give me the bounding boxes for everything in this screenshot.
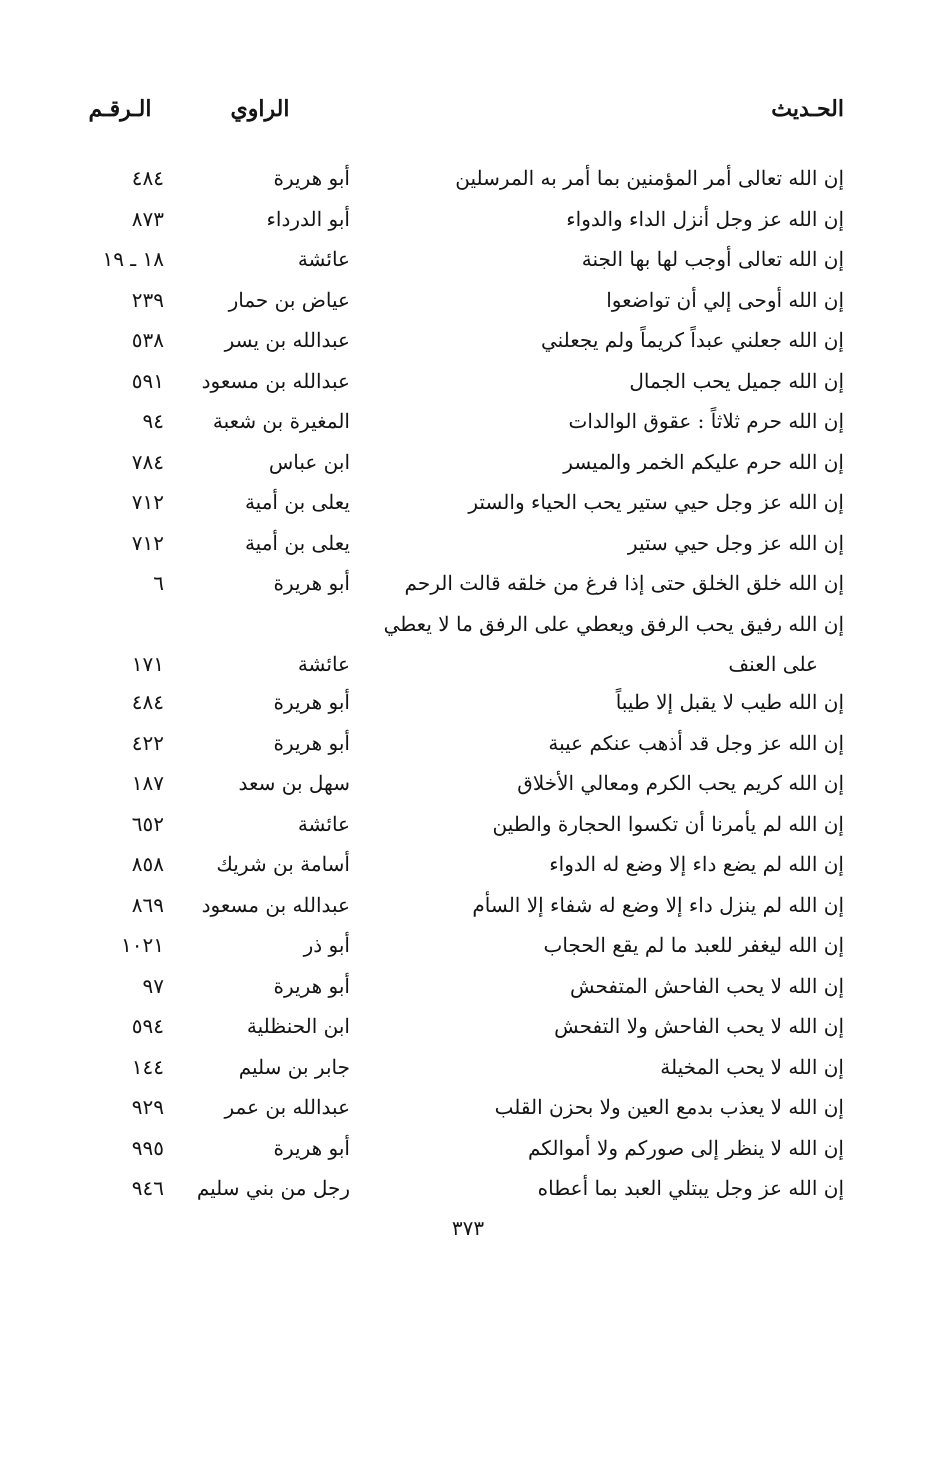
- hadith-text: إن الله تعالى أمر المؤمنين بما أمر به المرسلين: [455, 166, 844, 190]
- hadith-number: ٥٩١: [131, 368, 164, 393]
- narrator-name: عبدالله بن مسعود: [201, 368, 350, 393]
- narrator-name: يعلى بن أمية: [244, 530, 350, 555]
- narrator-name: عبدالله بن عمر: [224, 1095, 350, 1119]
- table-row: [0, 361, 936, 402]
- hadith-text: إن الله رفيق يحب الرفق ويعطي على الرفق ما لا يعطي: [383, 611, 844, 636]
- hadith-text: إن الله لم ينزل داء إلا وضع له شفاء إلا السأم: [472, 892, 844, 917]
- narrator-name: عبدالله بن يسر: [224, 328, 350, 352]
- hadith-text: إن الله لا ينظر إلى صوركم ولا أموالكم: [528, 1135, 844, 1160]
- hadith-text: على العنف: [728, 652, 818, 676]
- table-row: [0, 1128, 936, 1169]
- narrator-name: المغيرة بن شعبة: [212, 409, 350, 433]
- table-row: [0, 280, 936, 321]
- table-row: [0, 723, 936, 764]
- page-number: ٣٧٣: [451, 1216, 485, 1240]
- table-row: [0, 604, 936, 645]
- narrator-name: أبو ذر: [303, 933, 350, 957]
- table-row: [0, 925, 936, 966]
- hadith-text: إن الله جميل يحب الجمال: [629, 368, 844, 393]
- hadith-number: ١٨ ـ ١٩: [102, 247, 164, 271]
- hadith-text: إن الله تعالى أوجب لها بها الجنة: [581, 247, 844, 271]
- hadith-text: إن الله عز وجل يبتلي العبد بما أعطاه: [537, 1176, 844, 1200]
- table-row: [0, 682, 936, 723]
- table-row: [0, 563, 936, 604]
- hadith-text: إن الله ليغفر للعبد ما لم يقع الحجاب: [543, 933, 844, 957]
- hadith-number: ٦٥٢: [131, 811, 164, 836]
- hadith-text: إن الله لا يعذب بدمع العين ولا بحزن القلب: [494, 1095, 844, 1119]
- narrator-name: أبو هريرة: [273, 973, 350, 998]
- table-row: [0, 1168, 936, 1209]
- hadith-number: ٦: [153, 571, 164, 595]
- hadith-number: ٩٤: [142, 409, 164, 433]
- table-row: [0, 763, 936, 804]
- hadith-text: إن الله حرم عليكم الخمر والميسر: [563, 449, 844, 474]
- header-hadith: الحـديث: [771, 96, 844, 122]
- hadith-text: إن الله لم يأمرنا أن تكسوا الحجارة والطين: [492, 811, 844, 836]
- hadith-text: إن الله عز وجل حيي ستير يحب الحياء والستر: [468, 490, 844, 514]
- table-row: [0, 401, 936, 442]
- hadith-number: ٩٩٥: [131, 1135, 164, 1160]
- table-row: [0, 482, 936, 523]
- table-header: [0, 96, 936, 136]
- narrator-name: يعلى بن أمية: [244, 490, 350, 514]
- narrator-name: جابر بن سليم: [238, 1054, 350, 1079]
- header-rawi: الراوي: [230, 96, 290, 122]
- narrator-name: عائشة: [297, 652, 350, 676]
- hadith-number: ٧١٢: [131, 490, 164, 514]
- table-row: [0, 804, 936, 845]
- hadith-text: إن الله حرم ثلاثاً : عقوق الوالدات: [568, 409, 844, 433]
- narrator-name: عائشة: [297, 247, 350, 271]
- hadith-number: ٨٧٣: [131, 206, 164, 231]
- table-row: [0, 523, 936, 564]
- hadith-number: ٧٨٤: [131, 449, 164, 474]
- narrator-name: عبدالله بن مسعود: [201, 892, 350, 917]
- narrator-name: عائشة: [297, 811, 350, 836]
- header-raqm: الـرقـم: [88, 96, 152, 122]
- hadith-number: ٧١٢: [131, 530, 164, 555]
- hadith-text: إن الله خلق الخلق حتى إذا فرغ من خلقه قالت الرحم: [404, 571, 844, 595]
- table-row: [0, 844, 936, 885]
- table-row: [0, 644, 936, 682]
- narrator-name: أبو هريرة: [273, 1135, 350, 1160]
- table-row: [0, 1006, 936, 1047]
- hadith-number: ١٠٢١: [121, 933, 164, 957]
- hadith-number: ٩٤٦: [131, 1176, 164, 1200]
- hadith-number: ٩٢٩: [131, 1095, 164, 1119]
- hadith-text: إن الله كريم يحب الكرم ومعالي الأخلاق: [517, 771, 844, 795]
- hadith-text: إن الله أوحى إلي أن تواضعوا: [606, 287, 844, 312]
- hadith-number: ٥٩٤: [131, 1014, 164, 1038]
- hadith-text: إن الله عز وجل حيي ستير: [627, 530, 844, 555]
- table-row: [0, 320, 936, 361]
- hadith-text: إن الله لا يحب الفاحش ولا التفحش: [554, 1014, 844, 1038]
- hadith-number: ٨٥٨: [131, 852, 164, 876]
- table-row: [0, 158, 936, 199]
- narrator-name: ابن عباس: [268, 449, 350, 474]
- narrator-name: أبو هريرة: [273, 166, 350, 190]
- narrator-name: أبو هريرة: [273, 730, 350, 755]
- hadith-number: ١٧١: [131, 652, 164, 676]
- narrator-name: ابن الحنظلية: [246, 1014, 350, 1038]
- narrator-name: سهل بن سعد: [238, 771, 350, 795]
- table-row: [0, 966, 936, 1007]
- narrator-name: أبو هريرة: [273, 571, 350, 595]
- hadith-text: إن الله لا يحب الفاحش المتفحش: [569, 973, 844, 998]
- hadith-text: إن الله عز وجل أنزل الداء والدواء: [566, 206, 844, 231]
- table-row: [0, 239, 936, 280]
- narrator-name: رجل من بني سليم: [196, 1176, 350, 1200]
- hadith-text: إن الله طيب لا يقبل إلا طيباً: [615, 690, 844, 714]
- hadith-number: ٩٧: [142, 973, 164, 998]
- table-row: [0, 1047, 936, 1088]
- hadith-number: ٤٢٢: [131, 730, 164, 755]
- hadith-number: ٥٣٨: [131, 328, 164, 352]
- hadith-number: ٤٨٤: [131, 690, 164, 714]
- narrator-name: أسامة بن شريك: [216, 852, 350, 876]
- table-row: [0, 199, 936, 240]
- narrator-name: عياض بن حمار: [228, 287, 350, 312]
- hadith-number: ٤٨٤: [131, 166, 164, 190]
- hadith-text: إن الله جعلني عبداً كريماً ولم يجعلني: [540, 328, 844, 352]
- hadith-text: إن الله لم يضع داء إلا وضع له الدواء: [549, 852, 844, 876]
- hadith-number: ١٨٧: [131, 771, 164, 795]
- hadith-number: ٢٣٩: [131, 287, 164, 312]
- hadith-text: إن الله عز وجل قد أذهب عنكم عيبة: [548, 730, 844, 755]
- narrator-name: أبو هريرة: [273, 690, 350, 714]
- table-row: [0, 442, 936, 483]
- hadith-index-table: [0, 158, 936, 1209]
- table-row: [0, 885, 936, 926]
- hadith-text: إن الله لا يحب المخيلة: [660, 1054, 844, 1079]
- narrator-name: أبو الدرداء: [266, 206, 350, 231]
- table-row: [0, 1087, 936, 1128]
- hadith-number: ٨٦٩: [131, 892, 164, 917]
- hadith-number: ١٤٤: [131, 1054, 164, 1079]
